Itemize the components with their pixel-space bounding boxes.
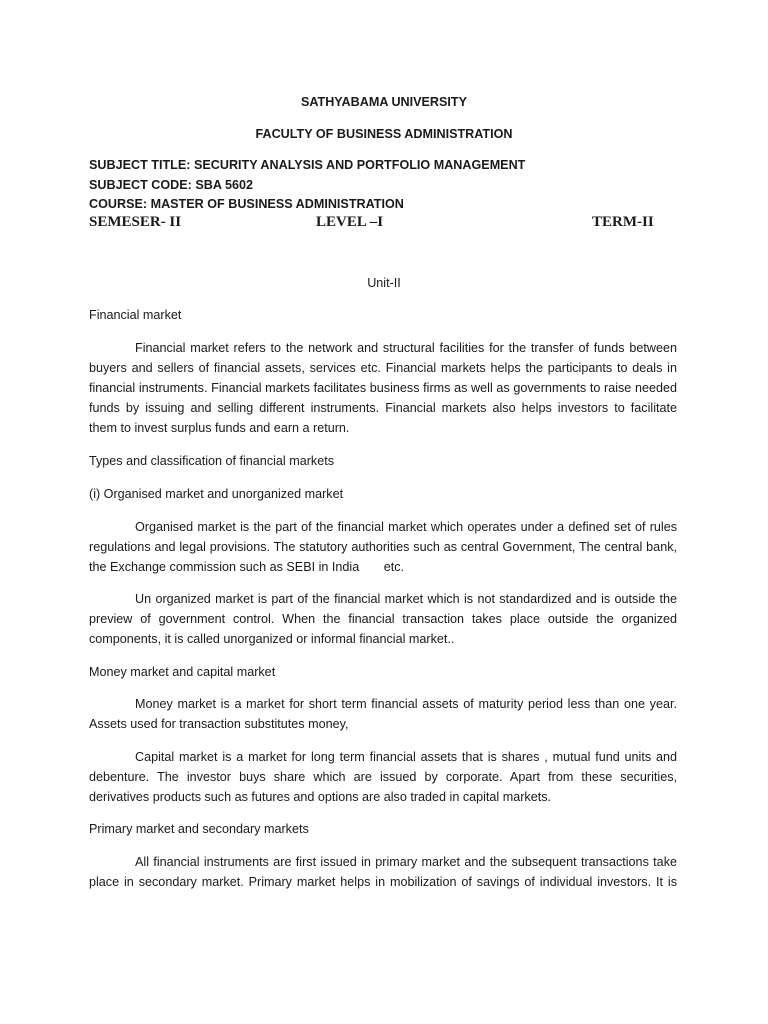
unit-title: Unit-II bbox=[367, 276, 401, 290]
paragraph-line: Money market is a market for short term financial assets of maturity period less than one year. bbox=[135, 697, 677, 711]
paragraph-line: them to invest surplus funds and earn a return. bbox=[89, 421, 350, 435]
section-heading-types: Types and classification of financial markets bbox=[89, 454, 334, 468]
paragraph-line: regulations and legal provisions. The statutory authorities such as central Government, The central bank, bbox=[89, 540, 677, 554]
paragraph-line: Assets used for transaction substitutes money, bbox=[89, 717, 349, 731]
section-heading-organised: (i) Organised market and unorganized market bbox=[89, 487, 344, 501]
subject-code: SUBJECT CODE: SBA 5602 bbox=[89, 178, 253, 192]
section-heading-financial-market: Financial market bbox=[89, 308, 182, 322]
paragraph-line: Capital market is a market for long term financial assets that is shares , mutual fund units and bbox=[135, 750, 677, 764]
faculty-name: FACULTY OF BUSINESS ADMINISTRATION bbox=[255, 127, 513, 141]
section-heading-money-capital: Money market and capital market bbox=[89, 665, 276, 679]
paragraph-line: debenture. The investor buys share which are issued by corporate. Apart from these securities, bbox=[89, 770, 677, 784]
paragraph-line: Un organized market is part of the financial market which is not standardized and is outside the bbox=[135, 592, 677, 606]
paragraph-line: preview of government control. When the financial transaction takes place outside the organized bbox=[89, 612, 677, 626]
paragraph-line: All financial instruments are first issued in primary market and the subsequent transactions take bbox=[135, 855, 677, 869]
paragraph-line: buyers and sellers of financial assets, services etc. Financial markets helps the participants to deals in bbox=[89, 361, 677, 375]
paragraph-line: place in secondary market. Primary market helps in mobilization of savings of individual investors. It is bbox=[89, 875, 677, 889]
paragraph-line: components, it is called unorganized or informal financial market.. bbox=[89, 632, 455, 646]
level-label: LEVEL –I bbox=[316, 214, 384, 230]
section-heading-primary-secondary: Primary market and secondary markets bbox=[89, 822, 309, 836]
paragraph-line: the Exchange commission such as SEBI in India etc. bbox=[89, 560, 404, 574]
paragraph-line: derivatives products such as futures and options are also traded in capital markets. bbox=[89, 790, 552, 804]
paragraph-line: funds by issuing and selling different instruments. Financial markets also helps investors to facilitate bbox=[89, 401, 677, 415]
subject-title: SUBJECT TITLE: SECURITY ANALYSIS AND PORTFOLIO MANAGEMENT bbox=[89, 158, 526, 172]
university-name: SATHYABAMA UNIVERSITY bbox=[300, 95, 468, 109]
semester-label: SEMESER- II bbox=[89, 214, 182, 230]
course-name: COURSE: MASTER OF BUSINESS ADMINISTRATION bbox=[89, 197, 404, 211]
paragraph-line: Financial market refers to the network and structural facilities for the transfer of funds between bbox=[135, 341, 677, 355]
term-label: TERM-II bbox=[592, 214, 654, 230]
paragraph-line: Organised market is the part of the financial market which operates under a defined set of rules bbox=[135, 520, 677, 534]
paragraph-line: financial instruments. Financial markets facilitates business firms as well as governments to raise needed bbox=[89, 381, 677, 395]
